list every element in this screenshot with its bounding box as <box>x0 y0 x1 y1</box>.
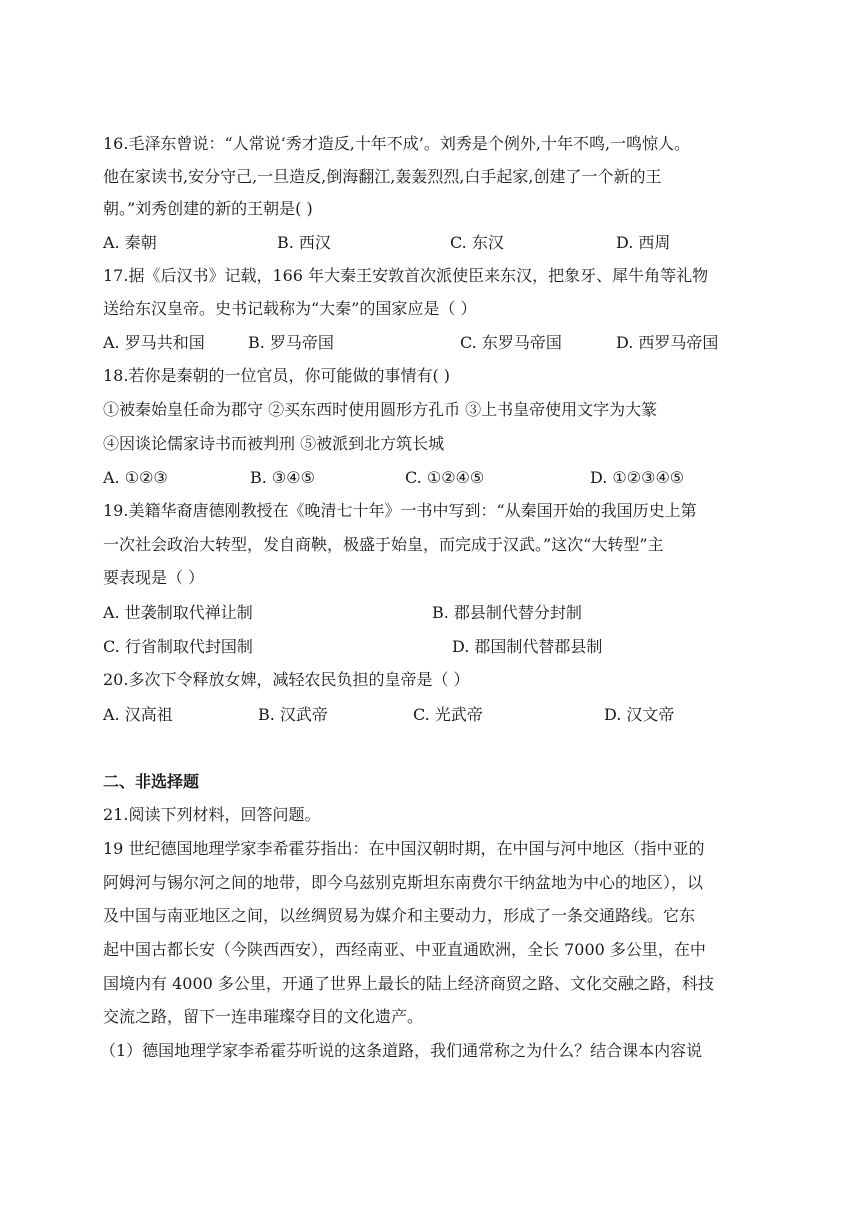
q19-option-b[interactable]: B. 郡县制代替分封制 <box>432 603 582 622</box>
q19-option-a[interactable]: A. 世袭制取代禅让制 <box>103 603 253 622</box>
q19-line-2: 一次社会政治大转型，发自商鞅，极盛于始皇，而完成于汉武。”这次“大转型”主 <box>103 535 664 554</box>
q20-option-c[interactable]: C. 光武帝 <box>413 705 483 724</box>
q17-option-a[interactable]: A. 罗马共和国 <box>103 333 205 352</box>
q21-intro: 21.阅读下列材料，回答问题。 <box>103 805 321 824</box>
q16-line-1: 16.毛泽东曾说：“人常说‘秀才造反,十年不成’。刘秀是个例外,十年不鸣,一鸣惊人。 <box>103 134 691 153</box>
section-title: 二、非选择题 <box>103 772 200 791</box>
q20-option-a[interactable]: A. 汉高祖 <box>103 705 173 724</box>
material-line-3: 及中国与南亚地区之间，以丝绸贸易为媒介和主要动力，形成了一条交通路线。它东 <box>103 906 696 925</box>
material-line-2: 阿姆河与锡尔河之间的地带，即今乌兹别克斯坦东南费尔干纳盆地为中心的地区），以 <box>103 873 704 892</box>
q18-line-3: ④因谈论儒家诗书而被判刑 ⑤被派到北方筑长城 <box>103 434 445 453</box>
q18-option-c[interactable]: C. ①②④⑤ <box>405 468 485 487</box>
q16-option-d[interactable]: D. 西周 <box>616 233 671 252</box>
q17-line-2: 送给东汉皇帝。史书记载称为“大秦”的国家应是（ ） <box>103 299 477 318</box>
q17-line-1: 17.据《后汉书》记载，166 年大秦王安敦首次派使臣来东汉，把象牙、犀牛角等礼物 <box>103 266 709 285</box>
q16-option-c[interactable]: C. 东汉 <box>450 233 504 252</box>
material-line-1: 19 世纪德国地理学家李希霍芬指出：在中国汉朝时期，在中国与河中地区（指中亚的 <box>103 839 705 858</box>
q19-option-d[interactable]: D. 郡国制代替郡县制 <box>452 637 603 656</box>
q19-option-c[interactable]: C. 行省制取代封国制 <box>103 637 253 656</box>
q17-option-b[interactable]: B. 罗马帝国 <box>248 333 334 352</box>
q19-line-3: 要表现是（ ） <box>103 568 205 587</box>
q18-option-b[interactable]: B. ③④⑤ <box>250 468 315 487</box>
q16-option-b[interactable]: B. 西汉 <box>277 233 331 252</box>
q16-line-3: 朝。”刘秀创建的新的王朝是( ) <box>103 199 313 218</box>
q17-option-d[interactable]: D. 西罗马帝国 <box>616 333 719 352</box>
q19-line-1: 19.美籍华裔唐德刚教授在《晚清七十年》一书中写到：“从秦国开始的我国历史上第 <box>103 501 697 520</box>
material-line-4: 起中国古都长安（今陕西西安），西经南亚、中亚直通欧洲，全长 7000 多公里，在中 <box>103 940 706 959</box>
q18-line-1: 18.若你是秦朝的一位官员，你可能做的事情有( ) <box>103 366 451 385</box>
q18-option-d[interactable]: D. ①②③④⑤ <box>590 468 685 487</box>
q18-line-2: ①被秦始皇任命为郡守 ②买东西时使用圆形方孔币 ③上书皇帝使用文字为大篆 <box>103 400 658 419</box>
material-line-5: 国境内有 4000 多公里，开通了世界上最长的陆上经济商贸之路、文化交融之路，科技 <box>103 974 714 993</box>
q17-option-c[interactable]: C. 东罗马帝国 <box>460 333 562 352</box>
q16-line-2: 他在家读书,安分守己,一旦造反,倒海翻江,轰轰烈烈,白手起家,创建了一个新的王 <box>103 167 662 186</box>
q20-option-b[interactable]: B. 汉武帝 <box>258 705 328 724</box>
q18-option-a[interactable]: A. ①②③ <box>103 468 168 487</box>
q20-option-d[interactable]: D. 汉文帝 <box>604 705 675 724</box>
q21-sub-question-1: （1）德国地理学家李希霍芬听说的这条道路，我们通常称之为什么？结合课本内容说 <box>100 1041 703 1060</box>
q20-line-1: 20.多次下令释放女婢，减轻农民负担的皇帝是（ ） <box>103 670 470 689</box>
q16-option-a[interactable]: A. 秦朝 <box>103 233 157 252</box>
material-line-6: 交流之路，留下一连串璀璨夺目的文化遗产。 <box>103 1007 424 1026</box>
